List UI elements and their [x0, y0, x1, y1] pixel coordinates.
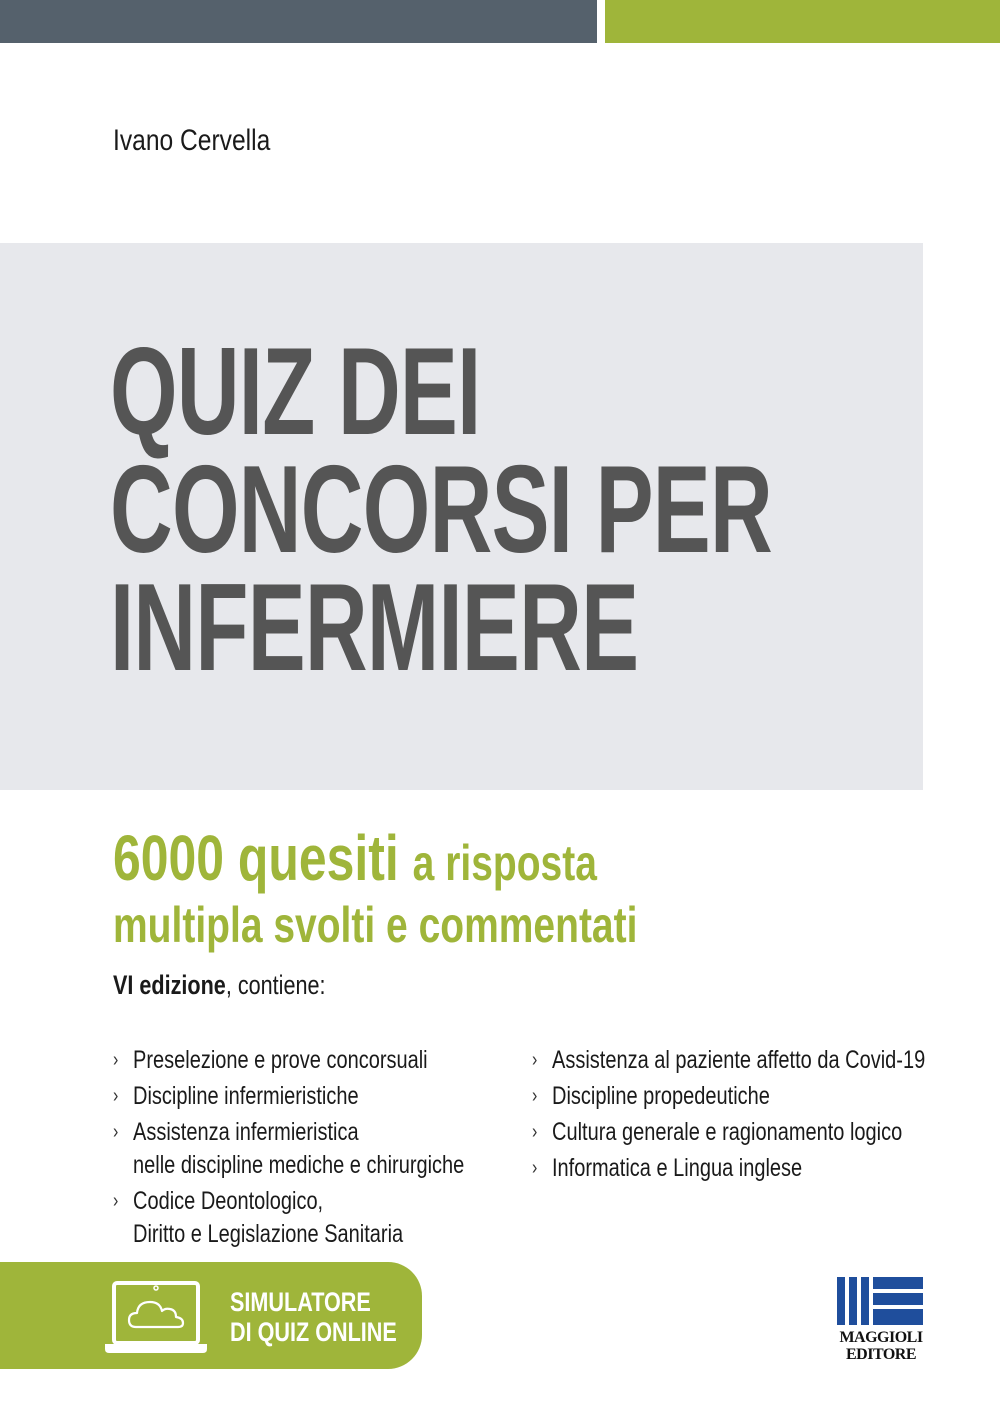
contents-item-text: Codice Deontologico, [133, 1187, 324, 1215]
chevron-right-icon: › [113, 1190, 119, 1212]
laptop-cloud-icon [103, 1280, 209, 1356]
book-title [110, 323, 772, 697]
contents-item [113, 1185, 464, 1251]
contents-item-text: Discipline propedeutiche [552, 1082, 770, 1110]
chevron-right-icon: › [113, 1085, 119, 1107]
simulator-label-line-1: SIMULATORE [230, 1287, 371, 1317]
subtitle-line-2: multipla svolti e commentati [113, 897, 638, 953]
contents-item-text: Assistenza al paziente affetto da Covid-19 [552, 1046, 926, 1074]
publisher-name-line-2: EDITORE [845, 1346, 916, 1363]
contents-list-right [532, 1044, 925, 1188]
contents-item [113, 1044, 464, 1077]
subtitle-line-1 [113, 822, 637, 895]
contents-item-text: Preselezione e prove concorsuali [133, 1046, 428, 1074]
edition-label: VI edizione [113, 970, 226, 1000]
chevron-right-icon: › [532, 1085, 538, 1107]
simulator-label [230, 1287, 397, 1347]
title-line: CONCORSI PER [110, 441, 772, 579]
contents-item-text: Discipline infermieristiche [133, 1082, 359, 1110]
contents-list-left [113, 1044, 464, 1254]
contents-item-text-continued: nelle discipline mediche e chirurgiche [133, 1151, 465, 1179]
chevron-right-icon: › [532, 1121, 538, 1143]
contents-item [532, 1080, 925, 1113]
chevron-right-icon: › [532, 1049, 538, 1071]
simulator-label-line-2: DI QUIZ ONLINE [230, 1317, 397, 1347]
contents-item-text: Cultura generale e ragionamento logico [552, 1118, 903, 1146]
contents-item-text-continued: Diritto e Legislazione Sanitaria [133, 1220, 404, 1248]
contents-item [113, 1080, 464, 1113]
contents-item [532, 1044, 925, 1077]
maggioli-logo-icon [837, 1277, 923, 1325]
author-name: Ivano Cervella [113, 124, 271, 157]
chevron-right-icon: › [532, 1157, 538, 1179]
subtitle-highlight: 6000 quesiti [113, 822, 399, 894]
publisher-logo [835, 1277, 935, 1382]
chevron-right-icon: › [113, 1121, 119, 1143]
subtitle [113, 822, 638, 953]
contents-item-text: Assistenza infermieristica [133, 1118, 359, 1146]
title-line: QUIZ DEI [110, 323, 481, 461]
contents-item-text: Informatica e Lingua inglese [552, 1154, 803, 1182]
edition-suffix: , contiene: [225, 970, 326, 1000]
contents-item [532, 1152, 925, 1185]
publisher-name [835, 1329, 927, 1363]
publisher-name-line-1: MAGGIOLI [839, 1329, 923, 1346]
top-bar-green [605, 0, 1000, 43]
title-line: INFERMIERE [110, 559, 639, 697]
edition-line [113, 970, 326, 1001]
top-bar-slate [0, 0, 597, 43]
online-simulator-badge [0, 1262, 422, 1369]
contents-item [113, 1116, 464, 1182]
subtitle-rest: a risposta [412, 835, 597, 891]
contents-item [532, 1116, 925, 1149]
chevron-right-icon: › [113, 1049, 119, 1071]
